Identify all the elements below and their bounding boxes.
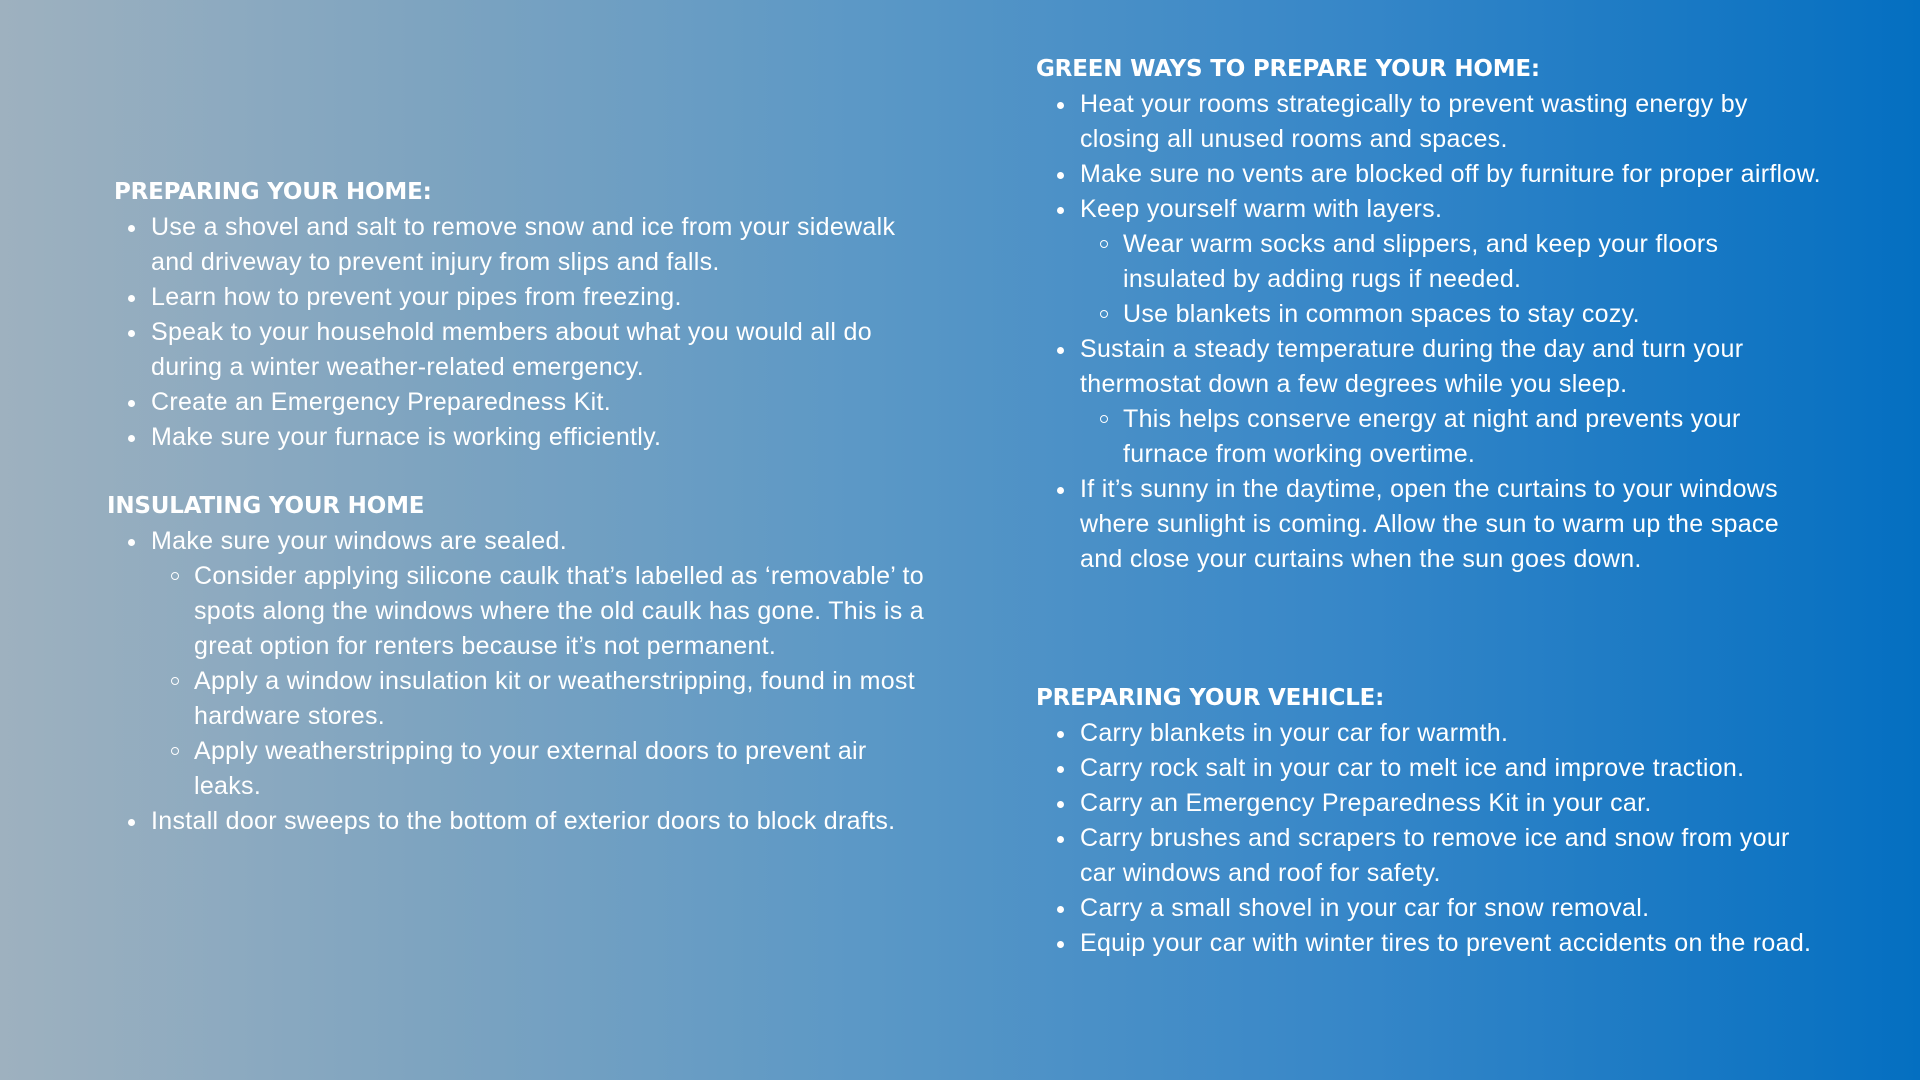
list-item: Create an Emergency Preparedness Kit.: [107, 385, 937, 420]
list-item: Use a shovel and salt to remove snow and ice from your sidewalk and driveway to prevent injury from slips and falls.: [107, 210, 937, 280]
list-item: Carry blankets in your car for warmth.: [1036, 716, 1826, 751]
bullet-icon: [1057, 172, 1064, 179]
list-item: Make sure your furnace is working efficiently.: [107, 420, 937, 455]
list-item: Learn how to prevent your pipes from freezing.: [107, 280, 937, 315]
list-item: Make sure no vents are blocked off by furniture for proper airflow.: [1036, 157, 1826, 192]
insulating-home-heading: INSULATING YOUR HOME: [107, 493, 425, 519]
preparing-vehicle-list: [1036, 716, 1826, 961]
preparing-home-section: [107, 175, 937, 455]
bullet-icon: [128, 400, 135, 407]
insulating-home-section: [107, 489, 937, 839]
bullet-icon: [1057, 207, 1064, 214]
bullet-icon: [1057, 731, 1064, 738]
list-item: Carry a small shovel in your car for snow removal.: [1036, 891, 1826, 926]
sub-list: [151, 559, 937, 804]
sub-list-item: Wear warm socks and slippers, and keep your floors insulated by adding rugs if needed.: [1080, 227, 1826, 297]
hollow-bullet-icon: [171, 572, 179, 580]
bullet-icon: [128, 539, 135, 546]
bullet-icon: [128, 225, 135, 232]
green-ways-section: [1036, 52, 1826, 577]
list-item: Sustain a steady temperature during the day and turn your thermostat down a few degrees while you sleep. This helps conserve energy at night and prevents your furnace from working overtime.: [1036, 332, 1826, 472]
sub-list: [1080, 227, 1826, 332]
sub-list: [1080, 402, 1826, 472]
sub-list-item: Apply weatherstripping to your external doors to prevent air leaks.: [151, 734, 937, 804]
hollow-bullet-icon: [1100, 415, 1108, 423]
sub-list-item: Apply a window insulation kit or weatherstripping, found in most hardware stores.: [151, 664, 937, 734]
sub-list-item: This helps conserve energy at night and prevents your furnace from working overtime.: [1080, 402, 1826, 472]
preparing-vehicle-section: [1036, 681, 1826, 961]
bullet-icon: [1057, 836, 1064, 843]
bullet-icon: [1057, 102, 1064, 109]
bullet-icon: [1057, 801, 1064, 808]
list-item: Speak to your household members about what you would all do during a winter weather-related emergency.: [107, 315, 937, 385]
bullet-icon: [1057, 347, 1064, 354]
bullet-icon: [1057, 906, 1064, 913]
list-item: Carry rock salt in your car to melt ice and improve traction.: [1036, 751, 1826, 786]
preparing-home-heading: PREPARING YOUR HOME:: [114, 179, 432, 205]
bullet-icon: [1057, 766, 1064, 773]
bullet-icon: [1057, 941, 1064, 948]
preparing-home-list: [107, 210, 937, 455]
list-item: If it’s sunny in the daytime, open the curtains to your windows where sunlight is coming. Allow the sun to warm up the space and close your curtains when the sun goes down.: [1036, 472, 1826, 577]
list-item: Heat your rooms strategically to prevent wasting energy by closing all unused rooms and spaces.: [1036, 87, 1826, 157]
hollow-bullet-icon: [1100, 240, 1108, 248]
bullet-icon: [128, 330, 135, 337]
hollow-bullet-icon: [171, 747, 179, 755]
bullet-icon: [1057, 487, 1064, 494]
list-item: Equip your car with winter tires to prevent accidents on the road.: [1036, 926, 1826, 961]
list-item: Keep yourself warm with layers. Wear warm socks and slippers, and keep your floors insulated by adding rugs if needed. Use blankets in common spaces to stay cozy.: [1036, 192, 1826, 332]
list-item: Make sure your windows are sealed. Consider applying silicone caulk that’s labelled as ‘removable’ to spots along the windows where the old caulk has gone. This is a great option for renters because it’s not permanent. Apply a window insulation kit or weatherstripping, found in most hardware stores. Apply weatherstripping to your external doors to prevent air leaks.: [107, 524, 937, 804]
hollow-bullet-icon: [1100, 310, 1108, 318]
green-ways-list: [1036, 87, 1826, 577]
bullet-icon: [128, 295, 135, 302]
preparing-vehicle-heading: PREPARING YOUR VEHICLE:: [1036, 685, 1385, 711]
green-ways-heading: GREEN WAYS TO PREPARE YOUR HOME:: [1036, 56, 1540, 82]
hollow-bullet-icon: [171, 677, 179, 685]
list-item: Carry brushes and scrapers to remove ice and snow from your car windows and roof for safety.: [1036, 821, 1826, 891]
insulating-home-list: [107, 524, 937, 839]
bullet-icon: [128, 819, 135, 826]
list-item: Install door sweeps to the bottom of exterior doors to block drafts.: [107, 804, 937, 839]
sub-list-item: Use blankets in common spaces to stay cozy.: [1080, 297, 1826, 332]
list-item: Carry an Emergency Preparedness Kit in your car.: [1036, 786, 1826, 821]
bullet-icon: [128, 435, 135, 442]
sub-list-item: Consider applying silicone caulk that’s labelled as ‘removable’ to spots along the windows where the old caulk has gone. This is a great option for renters because it’s not permanent.: [151, 559, 937, 664]
